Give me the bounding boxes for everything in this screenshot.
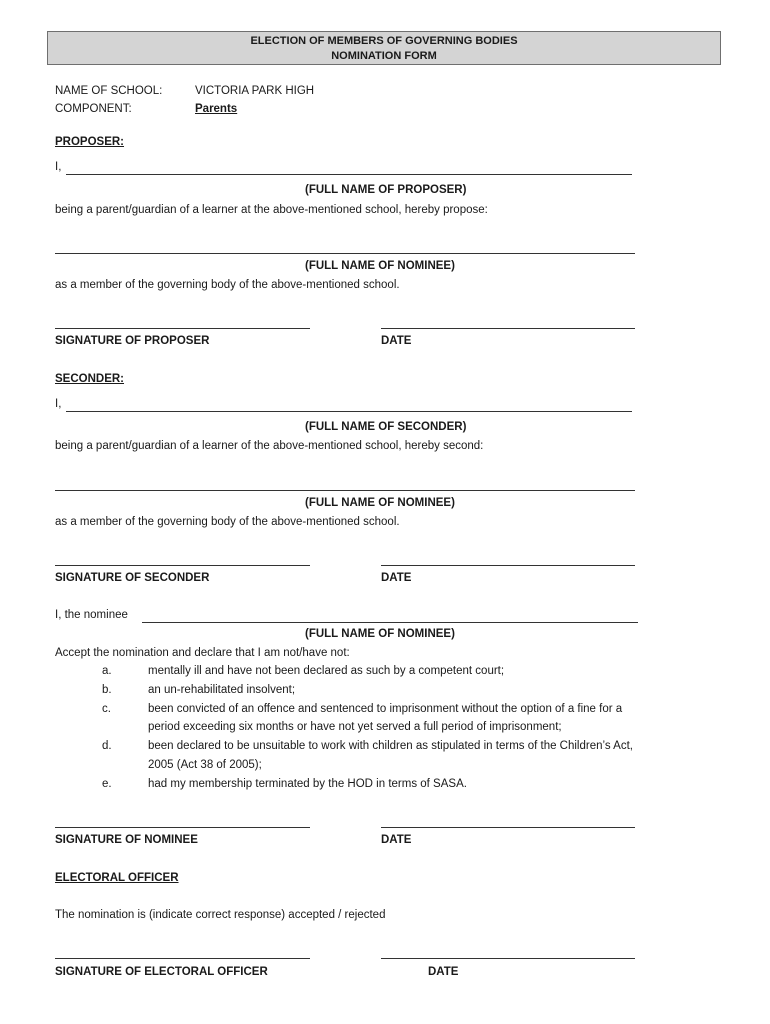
school-name-label: NAME OF SCHOOL:: [55, 85, 163, 97]
seconder-signature-label: SIGNATURE OF SECONDER: [55, 572, 210, 584]
list-letter: a.: [102, 665, 112, 677]
proposer-name-field[interactable]: [66, 174, 632, 175]
list-letter: b.: [102, 684, 112, 696]
nominee-i-prefix: I, the nominee: [55, 609, 128, 621]
list-text: had my membership terminated by the HOD in terms of SASA.: [148, 778, 467, 790]
seconder-member-statement: as a member of the governing body of the above-mentioned school.: [55, 516, 400, 528]
electoral-officer-statement: The nomination is (indicate correct response) accepted / rejected: [55, 909, 386, 921]
seconder-nominee-name-field[interactable]: [55, 490, 635, 491]
component-label: COMPONENT:: [55, 103, 132, 115]
proposer-statement: being a parent/guardian of a learner at the above-mentioned school, hereby propose:: [55, 204, 488, 216]
proposer-date-label: DATE: [381, 335, 412, 347]
list-text: been convicted of an offence and sentenced to imprisonment without the option of a fine for a: [148, 703, 623, 715]
list-text: period exceeding six months or have not yet served a full period of imprisonment;: [148, 721, 562, 733]
header-subtitle: NOMINATION FORM: [331, 50, 437, 62]
electoral-officer-date-label: DATE: [428, 966, 459, 978]
electoral-officer-date-field[interactable]: [381, 958, 635, 959]
proposer-member-statement: as a member of the governing body of the above-mentioned school.: [55, 279, 400, 291]
school-name-value: VICTORIA PARK HIGH: [195, 85, 315, 97]
seconder-heading: SECONDER:: [55, 373, 125, 385]
list-text: 2005 (Act 38 of 2005);: [148, 759, 262, 771]
list-letter: c.: [102, 703, 111, 715]
proposer-signature-label: SIGNATURE OF PROPOSER: [55, 335, 210, 347]
nominee-date-field[interactable]: [381, 827, 635, 828]
seconder-date-field[interactable]: [381, 565, 635, 566]
electoral-officer-signature-label: SIGNATURE OF ELECTORAL OFFICER: [55, 966, 268, 978]
proposer-i-prefix: I,: [55, 161, 62, 173]
seconder-nominee-caption: (FULL NAME OF NOMINEE): [305, 497, 455, 509]
nominee-signature-label: SIGNATURE OF NOMINEE: [55, 834, 198, 846]
nominee-signature-field[interactable]: [55, 827, 310, 828]
seconder-name-field[interactable]: [66, 411, 632, 412]
list-text: an un-rehabilitated insolvent;: [148, 684, 296, 696]
list-text: mentally ill and have not been declared as such by a competent court;: [148, 665, 505, 677]
seconder-date-label: DATE: [381, 572, 412, 584]
nominee-declaration: Accept the nomination and declare that I am not/have not:: [55, 647, 350, 659]
proposer-name-caption: (FULL NAME OF PROPOSER): [305, 184, 467, 196]
proposer-heading: PROPOSER:: [55, 136, 125, 148]
electoral-officer-heading: ELECTORAL OFFICER: [55, 872, 179, 884]
nominee-name-field[interactable]: [142, 622, 638, 623]
form-header: [47, 31, 721, 65]
nominee-name-caption: (FULL NAME OF NOMINEE): [305, 628, 455, 640]
list-letter: e.: [102, 778, 112, 790]
nominee-date-label: DATE: [381, 834, 412, 846]
seconder-i-prefix: I,: [55, 398, 62, 410]
header-title: ELECTION OF MEMBERS OF GOVERNING BODIES: [250, 35, 518, 47]
proposer-nominee-name-field[interactable]: [55, 253, 635, 254]
seconder-signature-field[interactable]: [55, 565, 310, 566]
list-letter: d.: [102, 740, 112, 752]
seconder-statement: being a parent/guardian of a learner of the above-mentioned school, hereby second:: [55, 440, 484, 452]
proposer-date-field[interactable]: [381, 328, 635, 329]
seconder-name-caption: (FULL NAME OF SECONDER): [305, 421, 467, 433]
proposer-nominee-caption: (FULL NAME OF NOMINEE): [305, 260, 455, 272]
list-text: been declared to be unsuitable to work with children as stipulated in terms of the Children’s Act,: [148, 740, 633, 752]
proposer-signature-field[interactable]: [55, 328, 310, 329]
component-value: Parents: [195, 103, 238, 115]
electoral-officer-signature-field[interactable]: [55, 958, 310, 959]
